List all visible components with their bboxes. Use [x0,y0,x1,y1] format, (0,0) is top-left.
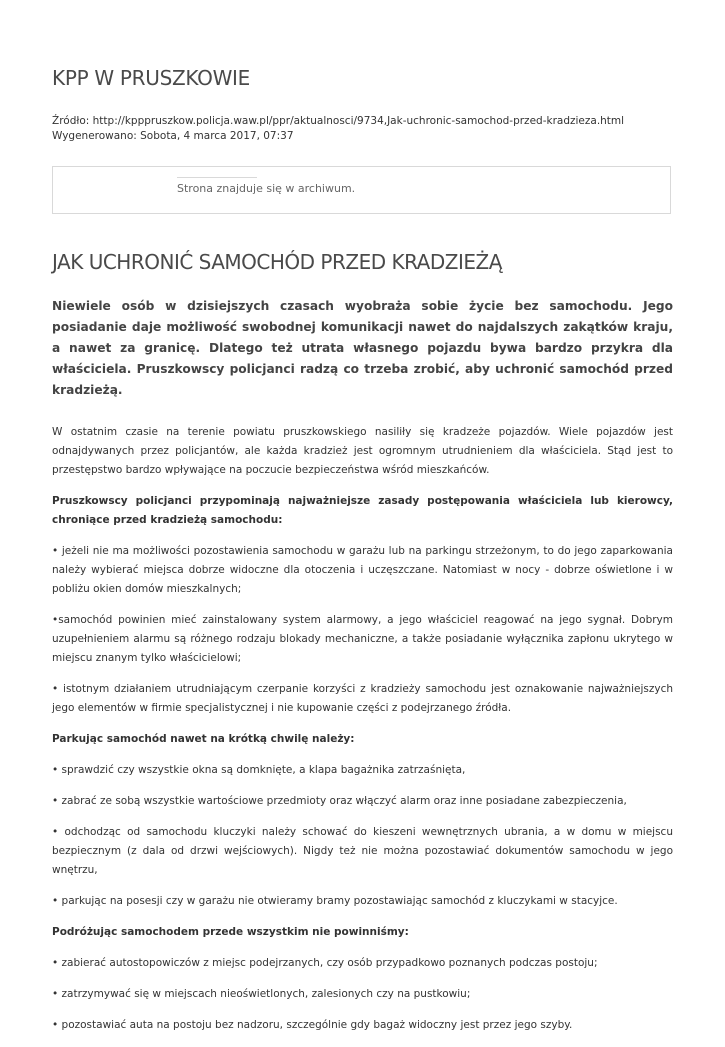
section-heading-rules: Pruszkowscy policjanci przypominają najważniejsze zasady postępowania właściciela lub kierowcy, chroniące przed kradzieżą samochodu: [52,495,673,526]
site-title: KPP W PRUSZKOWIE [52,66,250,90]
article-body [52,296,673,1047]
document-meta [52,114,624,144]
list-item: • jeżeli nie ma możliwości pozostawienia samochodu w garażu lub na parkingu strzeżonym, to do jego zaparkowania należy wybierać miejsca dobrze widoczne dla otoczenia i uczęszczane. Natomiast w nocy - dobrze oświetlone i w pobliżu okien domów mieszkalnych; [52,545,673,595]
list-item: • istotnym działaniem utrudniającym czerpanie korzyści z kradzieży samochodu jest oznakowanie najważniejszych jego elementów w firmie specjalistycznej i nie kupowanie części z podejrzanego źródła. [52,683,673,714]
article-lead: Niewiele osób w dzisiejszych czasach wyobraża sobie życie bez samochodu. Jego posiadanie daje możliwość swobodnej komunikacji nawet do najdalszych zakątków kraju, a nawet za granicę. Dlatego też utrata własnego pojazdu bywa bardzo przykra dla właściciela. Pruszkowscy policjanci radzą co trzeba zrobić, aby uchronić samochód przed kradzieżą. [52,299,673,397]
list-item: • zabierać autostopowiczów z miejsc podejrzanych, czy osób przypadkowo poznanych podczas postoju; [52,957,598,969]
list-item: •samochód powinien mieć zainstalowany system alarmowy, a jego właściciel reagować na jego sygnał. Dobrym uzupełnieniem alarmu są różnego rodzaju blokady mechaniczne, a także posiadanie wyłącznika zapłonu ukrytego w miejscu znanym tylko właścicielowi; [52,614,673,664]
archive-notice-text: Strona znajduje się w archiwum. [177,182,356,195]
section-heading-travel: Podróżując samochodem przede wszystkim nie powinniśmy: [52,926,409,938]
section-heading-parking: Parkując samochód nawet na krótką chwilę należy: [52,733,355,745]
article-title: JAK UCHRONIĆ SAMOCHÓD PRZED KRADZIEŻĄ [52,250,502,274]
source-line: Źródło: http://kpppruszkow.policja.waw.pl/ppr/aktualnosci/9734,Jak-uchronic-samochod-przed-kradzieza.html [52,115,625,127]
list-item: • pozostawiać auta na postoju bez nadzoru, szczególnie gdy bagaż widoczny jest przez jego szyby. [52,1019,573,1031]
list-item: • odchodząc od samochodu kluczyki należy schować do kieszeni wewnętrznych ubrania, a w domu w miejscu bezpiecznym (z dala od drzwi wejściowych). Nigdy też nie można pozostawiać dokumentów samochodu w jego wnętrzu, [52,826,673,876]
list-item: • zatrzymywać się w miejscach nieoświetlonych, zalesionych czy na pustkowiu; [52,988,471,1000]
list-item: • zabrać ze sobą wszystkie wartościowe przedmioty oraz włączyć alarm oraz inne posiadane zabezpieczenia, [52,795,627,807]
list-item: • sprawdzić czy wszystkie okna są domknięte, a klapa bagażnika zatrzaśnięta, [52,764,466,776]
generated-line: Wygenerowano: Sobota, 4 marca 2017, 07:37 [52,130,294,142]
archive-notice-divider [177,177,257,178]
article-paragraph: W ostatnim czasie na terenie powiatu pruszkowskiego nasiliły się kradzeże pojazdów. Wiele pojazdów jest odnajdywanych przez policjantów, ale każda kradzież jest ogromnym utrudnieniem dla właściciela. Stąd jest to przestępstwo bardzo wpływające na poczucie bezpieczeństwa wśród mieszkańców. [52,426,673,476]
list-item: • parkując na posesji czy w garażu nie otwieramy bramy pozostawiając samochód z kluczykami w stacyjce. [52,895,618,907]
archive-notice-box [52,166,671,214]
